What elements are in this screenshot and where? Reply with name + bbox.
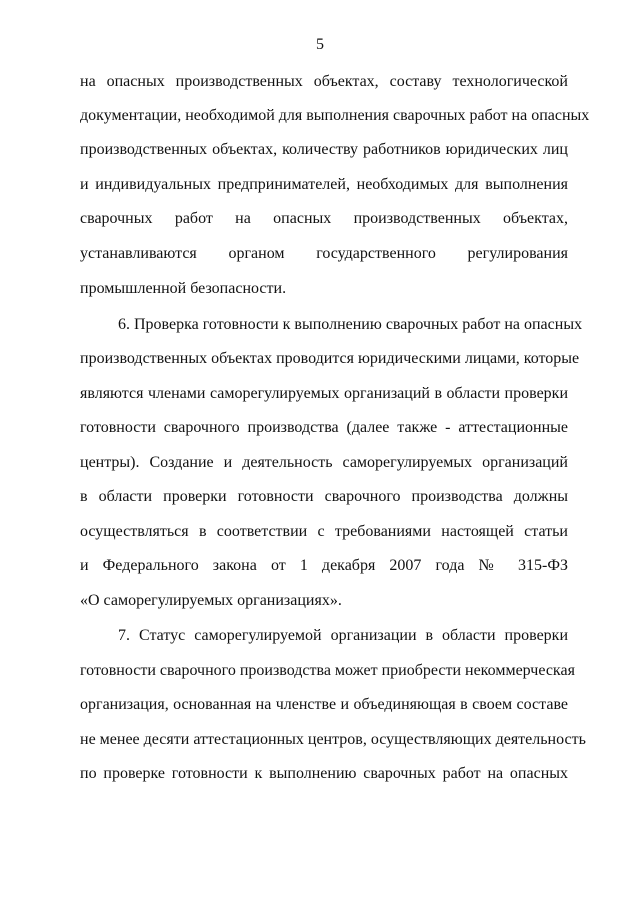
- paragraph-start-line: 7. Статус саморегулируемой организации в области проверки: [118, 627, 568, 644]
- page-number: 5: [316, 36, 324, 53]
- text-line: центры). Создание и деятельность саморегулируемых организаций: [80, 454, 568, 471]
- text-line: осуществляться в соответствии с требованиями настоящей статьи: [80, 523, 568, 540]
- text-line: производственных объектах, количеству работников юридических лиц: [80, 141, 568, 158]
- text-line: в области проверки готовности сварочного производства должны: [80, 488, 568, 505]
- text-line: готовности сварочного производства может приобрести некоммерческая: [80, 662, 575, 679]
- paragraph-start-line: 6. Проверка готовности к выполнению сварочных работ на опасных: [118, 316, 583, 333]
- text-line: являются членами саморегулируемых организаций в области проверки: [80, 385, 568, 402]
- text-line: готовности сварочного производства (далее также - аттестационные: [80, 419, 568, 436]
- text-line: организация, основанная на членстве и объединяющая в своем составе: [80, 696, 568, 713]
- text-line: и Федерального закона от 1 декабря 2007 года № 315-ФЗ: [80, 557, 568, 574]
- text-line: устанавливаются органом государственного регулирования: [80, 245, 568, 262]
- text-line: и индивидуальных предпринимателей, необходимых для выполнения: [80, 176, 568, 193]
- text-line: не менее десяти аттестационных центров, осуществляющих деятельность: [80, 731, 586, 748]
- text-line: на опасных производственных объектах, составу технологической: [80, 73, 568, 90]
- text-line: производственных объектах проводится юридическими лицами, которые: [80, 350, 580, 367]
- text-line: сварочных работ на опасных производственных объектах,: [80, 210, 568, 227]
- text-line: документации, необходимой для выполнения сварочных работ на опасных: [80, 107, 590, 124]
- text-line: промышленной безопасности.: [80, 280, 287, 297]
- text-line: «О саморегулируемых организациях».: [80, 592, 342, 609]
- text-line: по проверке готовности к выполнению сварочных работ на опасных: [80, 765, 568, 782]
